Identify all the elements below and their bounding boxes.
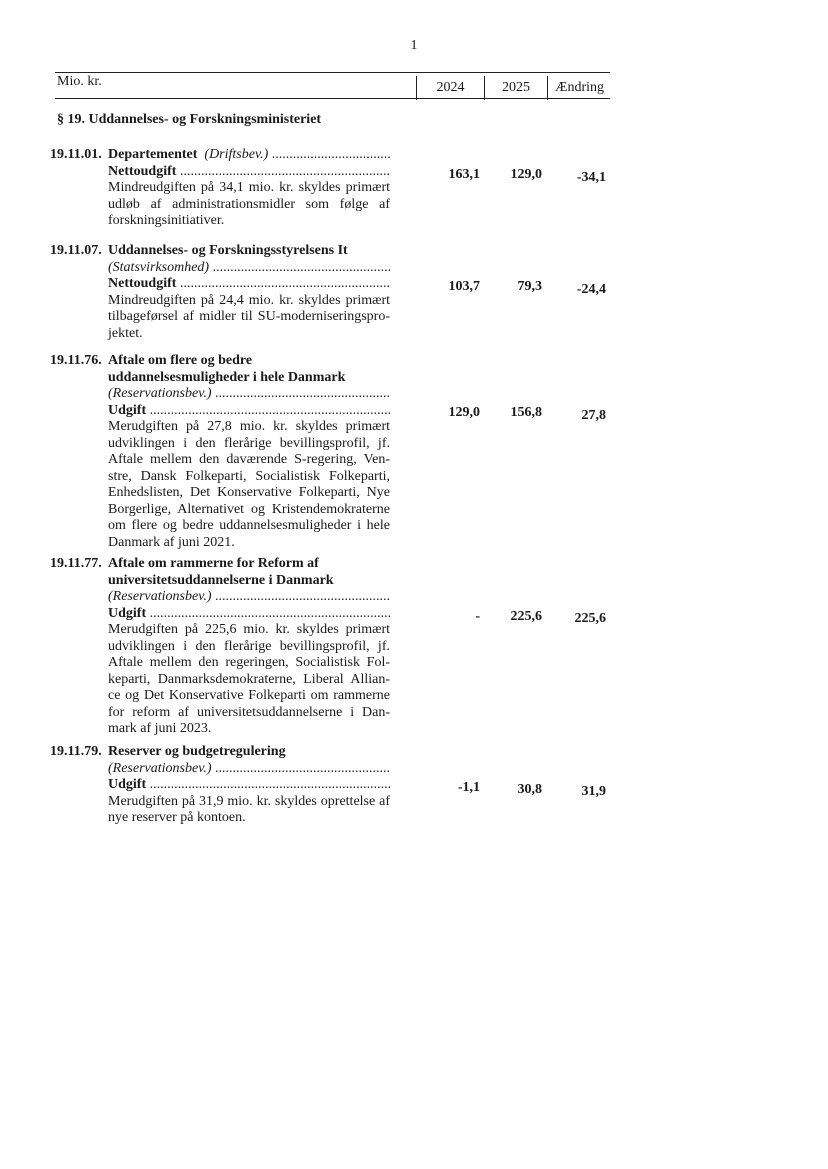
account-subtitle: (Reservationsbev.) ..... [108, 386, 390, 401]
account-label: Nettoudgift ..... [108, 276, 390, 293]
account-subtitle: (Driftsbev.) ..... [204, 147, 390, 162]
account-label: Nettoudgift ..... [108, 164, 390, 181]
account-title: Aftale om flere og bedre uddannelsesmuligheder i hele Danmark [108, 353, 346, 385]
account-subtitle: (Statsvirksomhed) ..... [108, 260, 390, 275]
value-2024: 103,7 [448, 279, 480, 294]
value-change: -24,4 [576, 282, 606, 297]
account-code: 19.11.76. [50, 353, 102, 368]
account-body [108, 353, 390, 551]
account-description: Merudgiften på 27,8 mio. kr. skyldes primært udviklingen i den flerårige bevillingsprofil, jf. Aftale mellem den daværende S-regering, Ven-stre, Dansk Folkeparti, Socialistisk Folkeparti, Enhedslisten, Det Konservative Folkeparti, Nye Borgerlige, Alternativet og Kristendemokraterne om flere og bedre uddannelsesmuligheder i hele Danmark af juni 2021. [108, 419, 390, 550]
value-2025: 30,8 [517, 782, 542, 797]
account-label: Udgift ..... [108, 403, 390, 420]
account-title: Aftale om rammerne for Reform af universitetsuddannelserne i Danmark [108, 556, 334, 588]
account-body [108, 744, 390, 827]
account-subtitle: (Reservationsbev.) ..... [108, 589, 390, 604]
value-2025: 79,3 [517, 279, 542, 294]
account-code: 19.11.77. [50, 556, 102, 571]
account-code: 19.11.01. [50, 147, 102, 162]
value-change: 27,8 [581, 408, 606, 423]
column-header-2025: 2025 [502, 80, 530, 95]
page-number: 1 [410, 38, 418, 53]
ministry-title: § 19. Uddannelses- og Forskningsministeriet [57, 112, 322, 127]
unit-label: Mio. kr. [57, 74, 102, 89]
value-change: -34,1 [576, 170, 606, 185]
account-code: 19.11.07. [50, 243, 102, 258]
value-2024: - [475, 609, 480, 624]
account-subtitle: (Reservationsbev.) ..... [108, 761, 390, 776]
value-2024: 163,1 [448, 167, 480, 182]
account-label: Udgift ..... [108, 606, 390, 623]
account-description: Merudgiften på 31,9 mio. kr. skyldes oprettelse af nye reserver på kontoen. [108, 793, 390, 825]
value-2025: 156,8 [510, 405, 542, 420]
account-description: Mindreudgiften på 24,4 mio. kr. skyldes primært tilbageførsel af midler til SU-moderniseringspro-jektet. [108, 292, 390, 341]
account-body [108, 243, 390, 342]
value-2025: 129,0 [510, 167, 542, 182]
account-body [108, 556, 390, 738]
account-title: Uddannelses- og Forskningsstyrelsens It [108, 243, 348, 258]
header-top-rule [55, 72, 610, 73]
table-header [55, 70, 610, 100]
value-change: 31,9 [581, 784, 606, 799]
value-2024: -1,1 [457, 780, 480, 795]
column-header-change: Ændring [547, 76, 611, 100]
account-label: Udgift ..... [108, 777, 390, 794]
value-2025: 225,6 [510, 609, 542, 624]
account-title: Departementet [108, 147, 198, 162]
value-change: 225,6 [574, 611, 606, 626]
column-header-2024: 2024 [416, 76, 485, 100]
account-title: Reserver og budgetregulering [108, 744, 286, 759]
account-description: Merudgiften på 225,6 mio. kr. skyldes primært udviklingen i den flerårige bevillingsprofil, jf. Aftale mellem den regeringen, Socialistisk Fol-keparti, Danmarksdemokraterne, Liberal Allian-ce og Det Konservative Folkeparti om rammerne for reform af universitetsuddannelserne i Dan-mark af juni 2023. [108, 622, 390, 736]
value-2024: 129,0 [448, 405, 480, 420]
account-description: Mindreudgiften på 34,1 mio. kr. skyldes primært udløb af administrationsmidler som følge af forskningsinitiativer. [108, 180, 390, 228]
account-body [108, 147, 390, 230]
account-code: 19.11.79. [50, 744, 102, 759]
